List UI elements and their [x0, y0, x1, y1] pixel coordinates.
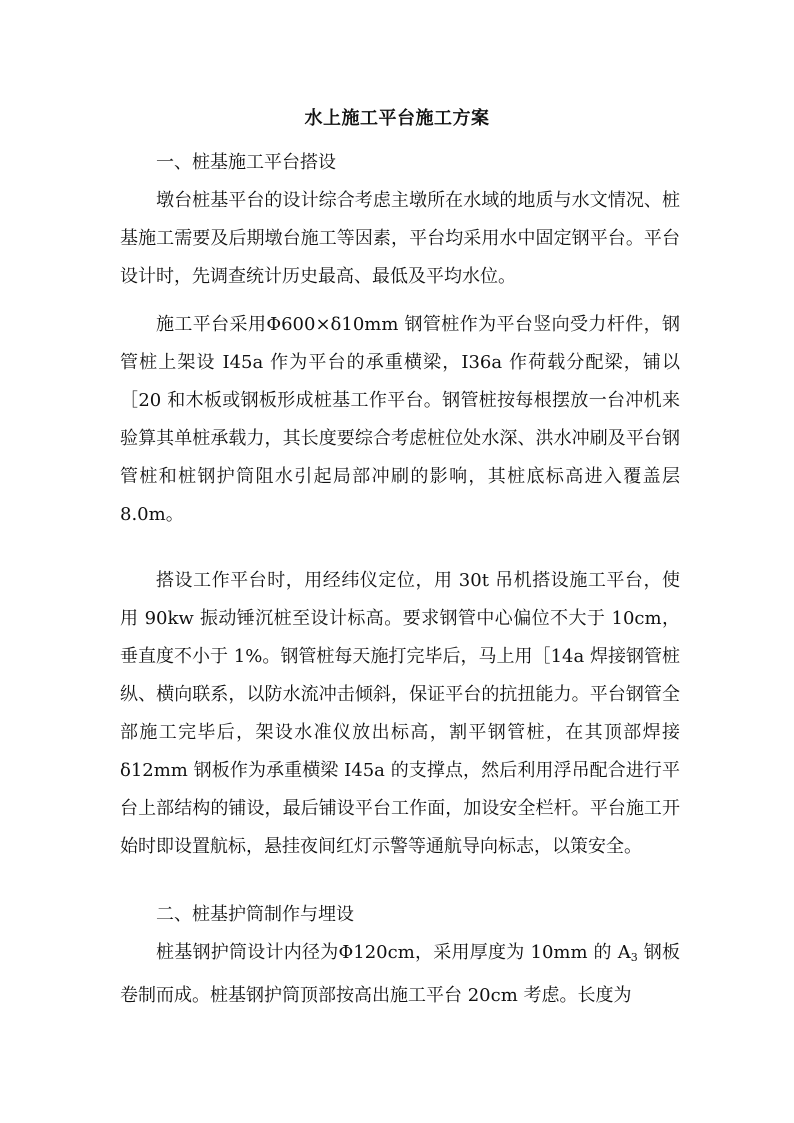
paragraph-1: 墩台桩基平台的设计综合考虑主墩所在水域的地质与水文情况、桩基施工需要及后期墩台施工等因素，平台均采用水中固定钢平台。平台设计时，先调查统计历史最高、最低及平均水位。: [120, 190, 680, 287]
paragraph-4: [120, 934, 680, 1015]
paragraph-2: 施工平台采用Φ600×δ10mm 钢管桩作为平台竖向受力杆件，钢管桩上架设 I45a 作为平台的承重横梁，I36a 作荷载分配梁，铺以［20 和木板或钢板形成桩基工作平台。钢管桩按每根摆放一台冲机来验算其单桩承载力，其长度要综合考虑桩位处水深、洪水冲刷及平台钢管桩和桩钢护筒阻水引起局部冲刷的影响，其桩底标高进入覆盖层 8.0m。: [120, 314, 680, 525]
section-heading-2: 二、桩基护筒制作与埋设: [156, 904, 354, 925]
paragraph-4-text-a: 桩基钢护筒设计内径为Φ120cm，采用厚度为 10mm 的 A: [156, 942, 631, 963]
paragraph-4-subscript: 3: [630, 951, 638, 964]
document-title: 水上施工平台施工方案: [304, 108, 490, 129]
paragraph-4-text-b: 钢板卷制而成。桩基钢护筒顶部按高出施工平台 20cm 考虑。长度为: [120, 942, 680, 1006]
paragraph-3: 搭设工作平台时，用经纬仪定位，用 30t 吊机搭设施工平台，使用 90kw 振动锤沉桩至设计标高。要求钢管中心偏位不大于 10cm，垂直度不小于 1%。钢管桩每天施打完毕后，马上用［14a 焊接钢管桩纵、横向联系，以防水流冲击倾斜，保证平台的抗扭能力。平台钢管全部施工完毕后，架设水准仪放出标高，割平钢管桩，在其顶部焊接δ12mm 钢板作为承重横梁 I45a 的支撑点，然后利用浮吊配合进行平台上部结构的铺设，最后铺设平台工作面，加设安全栏杆。平台施工开始时即设置航标，悬挂夜间红灯示警等通航导向标志，以策安全。: [120, 570, 680, 857]
section-heading-1: 一、桩基施工平台搭设: [156, 152, 336, 173]
